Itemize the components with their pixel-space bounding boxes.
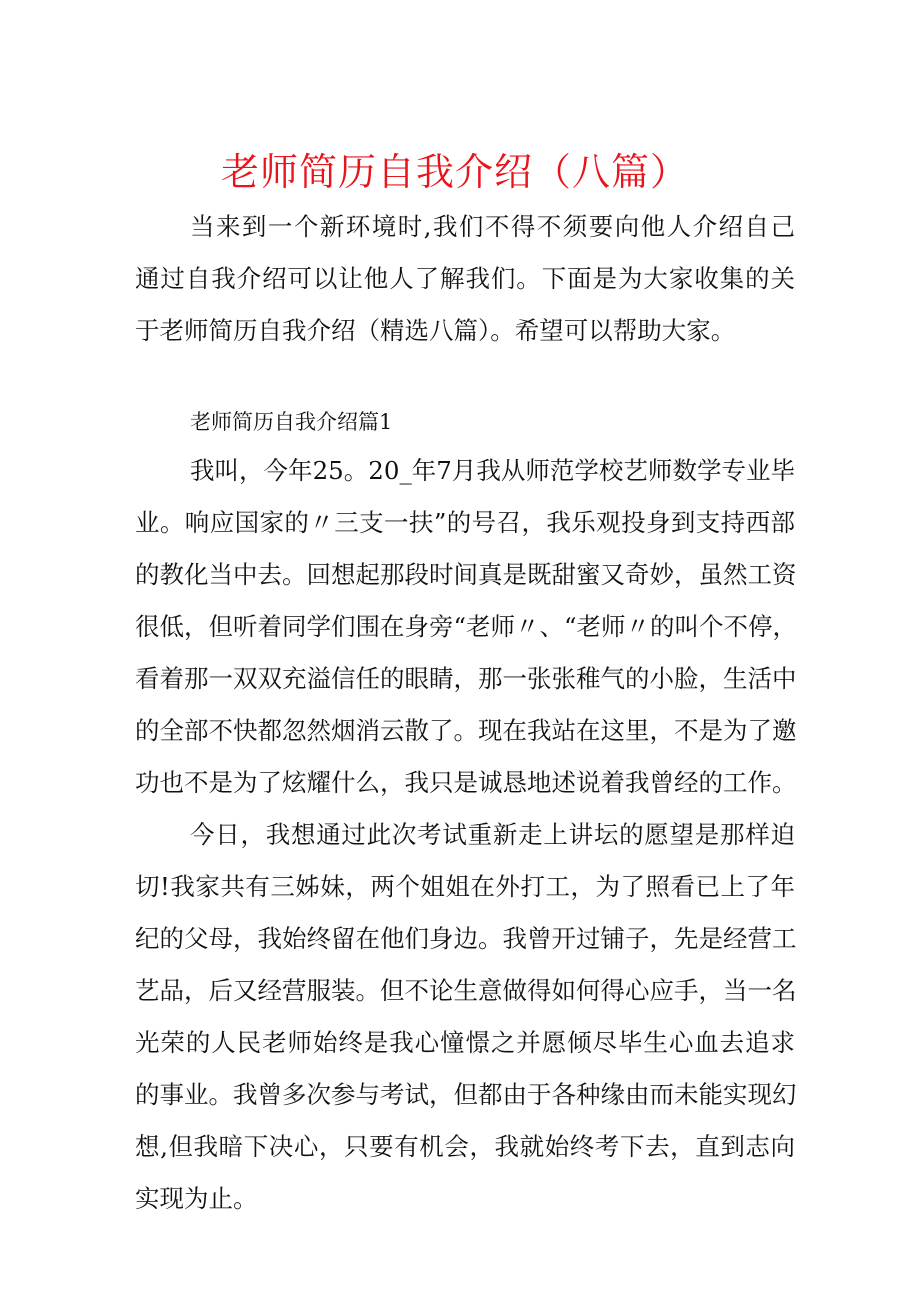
paragraph1-line-5: 看着那一双双充溢信任的眼睛，那一张张稚气的小脸，生活中 xyxy=(135,664,797,693)
paragraph2-line-8: 实现为止。 xyxy=(135,1184,258,1213)
paragraph2-line-5: 光荣的人民老师始终是我心憧憬之并愿倾尽毕生心血去追求 xyxy=(135,1028,795,1057)
intro-line-2: 通过自我介绍可以让他人了解我们。下面是为大家收集的关 xyxy=(135,264,795,293)
paragraph1-line-7: 功也不是为了炫耀什么，我只是诚恳地述说着我曾经的工作。 xyxy=(135,768,797,797)
paragraph2-line-7: 想,但我暗下决心，只要有机会，我就始终考下去，直到志向 xyxy=(135,1132,795,1161)
paragraph2-line-1: 今日，我想通过此次考试重新走上讲坛的愿望是那样迫 xyxy=(190,820,795,849)
document-title: 老师简历自我介绍（八篇） xyxy=(220,150,689,194)
paragraph1-line-3: 的教化当中去。回想起那段时间真是既甜蜜又奇妙，虽然工资 xyxy=(135,560,797,589)
paragraph2-line-4: 艺品，后又经营服装。但不论生意做得如何得心应手，当一名 xyxy=(135,976,797,1005)
intro-line-1: 当来到一个新环境时,我们不得不须要向他人介绍自己 xyxy=(190,212,795,241)
paragraph1-line-6: 的全部不快都忽然烟消云散了。现在我站在这里，不是为了邀 xyxy=(135,716,797,745)
paragraph2-line-6: 的事业。我曾多次参与考试，但都由于各种缘由而未能实现幻 xyxy=(135,1080,797,1109)
paragraph1-line-2: 业。响应国家的〃三支一扶”的号召，我乐观投身到支持西部 xyxy=(135,508,795,537)
paragraph1-line-4: 很低，但听着同学们围在身旁“老师〃、“老师〃的叫个不停， xyxy=(135,612,798,641)
section-heading: 老师简历自我介绍篇1 xyxy=(190,410,393,434)
paragraph1-line-1: 我叫，今年25。20_年7月我从师范学校艺师数学专业毕 xyxy=(190,456,795,485)
intro-line-3: 于老师简历自我介绍（精选八篇）。希望可以帮助大家。 xyxy=(135,316,736,345)
paragraph2-line-3: 纪的父母，我始终留在他们身边。我曾开过铺子，先是经营工 xyxy=(135,924,797,953)
paragraph2-line-2: 切!我家共有三姊妹，两个姐姐在外打工，为了照看已上了年 xyxy=(135,872,795,901)
